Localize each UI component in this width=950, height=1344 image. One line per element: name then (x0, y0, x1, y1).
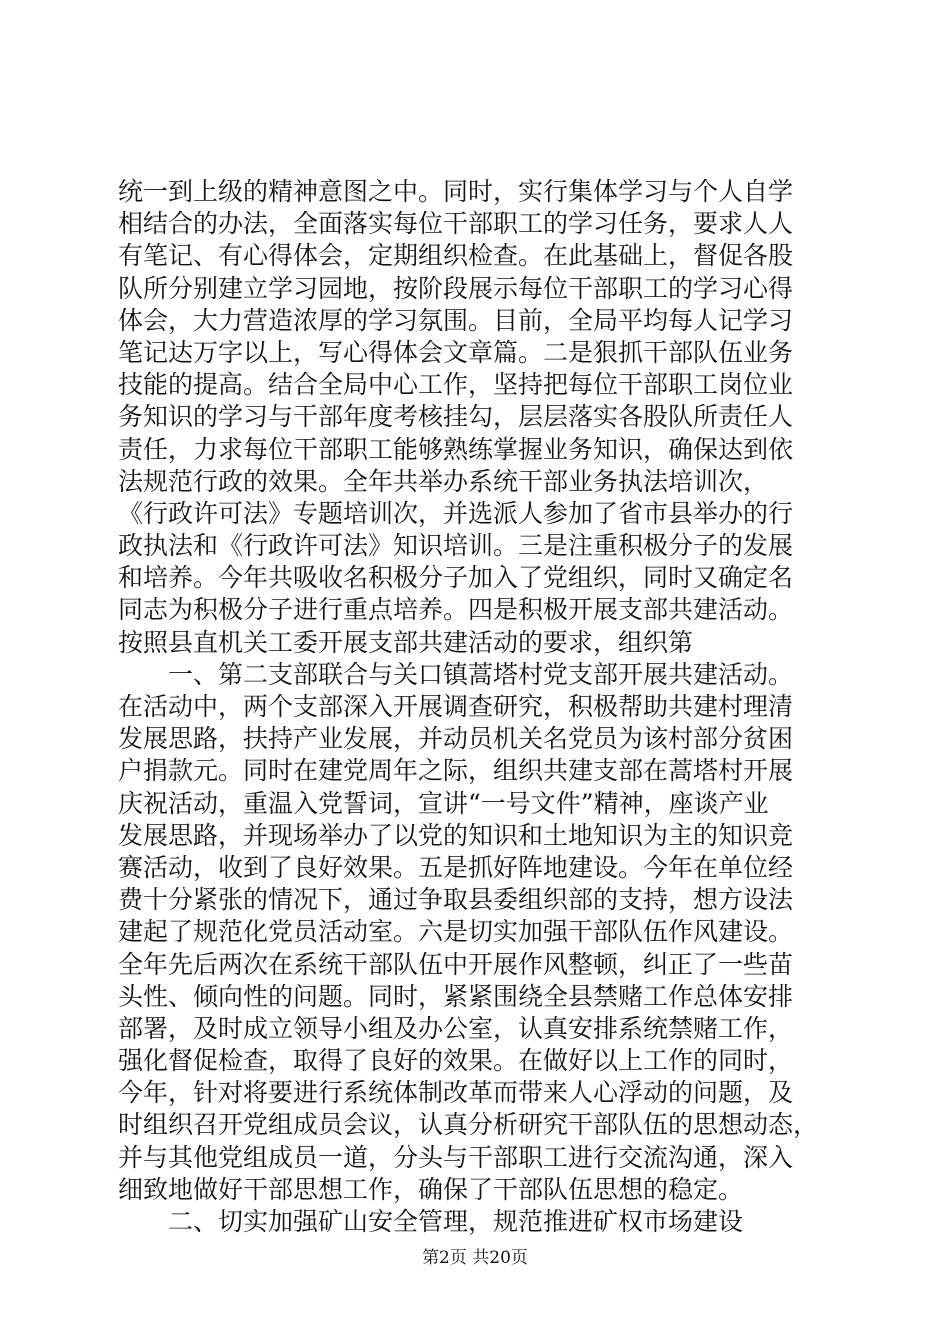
text-line: 务知识的学习与干部年度考核挂勾，层层落实各股队所责任人 (118, 402, 794, 432)
text-line: 建起了规范化党员活动室。六是切实加强干部队伍作风建设。 (118, 917, 794, 947)
text-line: 发展思路，并现场举办了以党的知识和土地知识为主的知识竞 (118, 820, 794, 850)
text-line: 一、第二支部联合与关口镇蒿塔村党支部开展共建活动。 (168, 659, 794, 689)
text-line: 有笔记、有心得体会，定期组织检查。在此基础上，督促各股 (118, 241, 794, 271)
text-line: 二、切实加强矿山安全管理，规范推进矿权市场建设 (168, 1207, 744, 1236)
text-line: 部署，及时成立领导小组及办公室，认真安排系统禁赌工作， (118, 1013, 794, 1043)
text-line: 赛活动，收到了良好效果。五是抓好阵地建设。今年在单位经 (118, 852, 794, 882)
text-line: 责任，力求每位干部职工能够熟练掌握业务知识，确保达到依 (118, 434, 794, 464)
text-line: 在活动中，两个支部深入开展调查研究，积极帮助共建村理清 (118, 692, 794, 721)
document-body (118, 176, 848, 1238)
page-number: 第2页 共20页 (422, 1248, 528, 1268)
text-line: 法规范行政的效果。全年共举办系统干部业务执法培训次， (118, 466, 769, 496)
text-line: 技能的提高。结合全局中心工作，坚持把每位干部职工岗位业 (118, 370, 794, 400)
text-line: 发展思路，扶持产业发展，并动员机关名党员为该村部分贫困 (118, 724, 794, 754)
text-line: 全年先后两次在系统干部队伍中开展作风整顿，纠正了一些苗 (118, 949, 794, 979)
text-line: 队所分别建立学习园地，按阶段展示每位干部职工的学习心得 (118, 273, 794, 303)
text-line: 户捐款元。同时在建党周年之际，组织共建支部在蒿塔村开展 (118, 756, 794, 786)
text-line: 庆祝活动，重温入党誓词，宣讲“一号文件”精神，座谈产业 (118, 788, 769, 818)
text-line: 强化督促检查，取得了良好的效果。在做好以上工作的同时， (118, 1046, 794, 1076)
text-line: 相结合的办法，全面落实每位干部职工的学习任务，要求人人 (118, 209, 794, 239)
text-line: 并与其他党组成员一道，分头与干部职工进行交流沟通，深入 (118, 1142, 794, 1172)
text-line: 统一到上级的精神意图之中。同时，实行集体学习与个人自学 (118, 177, 794, 206)
text-line: 《行政许可法》专题培训次，并选派人参加了省市县举办的行 (118, 498, 794, 528)
text-line: 头性、倾向性的问题。同时，紧紧围绕全县禁赌工作总体安排 (118, 981, 794, 1011)
text-line: 按照县直机关工委开展支部共建活动的要求，组织第 (118, 627, 694, 657)
text-line: 体会，大力营造浓厚的学习氛围。目前，全局平均每人记学习 (118, 305, 794, 335)
text-line: 笔记达万字以上，写心得体会文章篇。二是狠抓干部队伍业务 (118, 337, 794, 367)
text-line: 和培养。今年共吸收名积极分子加入了党组织，同时又确定名 (118, 563, 794, 593)
text-line: 今年，针对将要进行系统体制改革而带来人心浮动的问题，及 (118, 1078, 794, 1108)
text-line: 细致地做好干部思想工作，确保了干部队伍思想的稳定。 (118, 1174, 744, 1204)
text-line: 政执法和《行政许可法》知识培训。三是注重积极分子的发展 (118, 531, 794, 561)
text-line: 时组织召开党组成员会议，认真分析研究干部队伍的思想动态， (118, 1110, 819, 1140)
text-line: 同志为积极分子进行重点培养。四是积极开展支部共建活动。 (118, 595, 794, 625)
text-line: 费十分紧张的情况下，通过争取县委组织部的支持，想方设法 (118, 885, 794, 915)
